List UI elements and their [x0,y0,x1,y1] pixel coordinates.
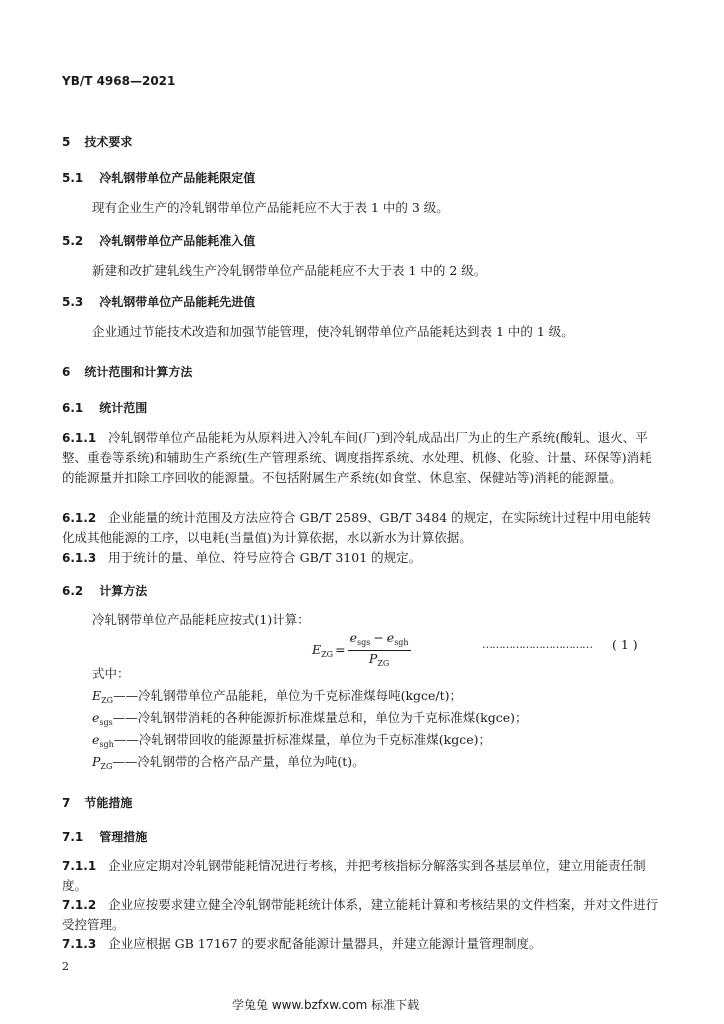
section-title: 管理措施 [99,830,148,844]
formula-num-a: e [349,630,357,645]
formula-fraction [348,630,411,671]
formula-lhs-sub: ZG [321,650,334,659]
formula-den-sub: ZG [377,659,390,668]
section-title: 冷轧钢带单位产品能耗准入值 [99,234,256,248]
formula-equation-number: ( 1 ) [612,637,638,652]
formula-den: P [368,651,378,666]
where-text: 冷轧钢带的合格产品产量，单位为吨(t)。 [137,754,365,769]
clause-6-1-2 [62,508,660,548]
section-title: 节能措施 [84,796,133,810]
clause-number: 7.1.3 [62,937,97,951]
clause-6-1-1 [62,428,660,488]
standard-code: YB/T 4968—2021 [62,74,176,88]
section-title: 冷轧钢带单位产品能耗限定值 [99,171,256,185]
section-5-1-text: 现有企业生产的冷轧钢带单位产品能耗应不大于表 1 中的 3 级。 [92,200,449,215]
section-5-2-heading [62,232,255,249]
section-7-1-heading [62,828,147,845]
formula-num-a-sub: sgs [356,638,371,647]
where-symbol: E [92,688,102,703]
section-number: 5 [62,135,71,149]
where-dash: —— [113,688,139,703]
formula-1 [312,630,411,671]
clause-7-1-3 [62,934,660,954]
section-6-1-heading [62,399,147,416]
section-5-2-text: 新建和改扩建轧线生产冷轧钢带单位产品能耗应不大于表 1 中的 2 级。 [92,263,487,278]
clause-7-1-1 [62,856,660,896]
where-symbol-sub: sgh [99,740,114,749]
section-6-2-heading [62,582,147,599]
formula-dots: …………………………… [482,638,592,651]
clause-6-1-3 [62,548,660,568]
section-title: 统计范围 [99,401,148,415]
clause-7-1-2 [62,895,660,935]
section-title: 冷轧钢带单位产品能耗先进值 [99,295,256,309]
where-symbol-sub: ZG [100,762,113,771]
section-number: 5.2 [62,234,84,248]
section-5-heading [62,133,132,150]
where-symbol-sub: sgs [99,718,113,727]
section-number: 7 [62,796,71,810]
section-7-heading [62,794,132,811]
clause-text: 冷轧钢带单位产品能耗为从原料进入冷轧车间(厂)到冷轧成品出厂为止的生产系统(酸轧、退火、平整、重卷等系统)和辅助生产系统(生产管理系统、调度指挥系统、水处理、机修、化验、计量、环保等)消耗的能源量并扣除工序回收的能源量。不包括附属生产系统(如食堂、休息室、保健站等)消耗的能源量。 [62,430,652,485]
section-5-1-heading [62,169,255,186]
where-text: 冷轧钢带回收的能源量折标准煤量，单位为千克标准煤(kgce)； [138,732,492,747]
clause-text: 企业应定期对冷轧钢带能耗情况进行考核，并把考核指标分解落实到各基层单位，建立用能责任制度。 [62,858,646,893]
formula-num-b: e [386,630,395,645]
section-5-3-heading [62,293,255,310]
where-dash: —— [112,754,138,769]
clause-text: 企业应按要求建立健全冷轧钢带能耗统计体系，建立能耗计算和考核结果的文件档案，并对文件进行受控管理。 [62,897,659,932]
formula-lhs: E [312,642,322,657]
clause-text: 企业应根据 GB 17167 的要求配备能源计量器具，并建立能源计量管理制度。 [108,936,542,951]
where-dash: —— [112,710,138,725]
page-number: 2 [62,960,69,973]
formula-denominator [348,651,411,671]
section-number: 5.1 [62,171,84,185]
where-dash: —— [113,732,139,747]
clause-text: 用于统计的量、单位、符号应符合 GB/T 3101 的规定。 [108,550,422,565]
where-symbol: e [92,710,100,725]
section-number: 5.3 [62,295,84,309]
section-number: 6 [62,365,71,379]
formula-num-b-sub: sgh [394,638,409,647]
section-title: 计算方法 [99,584,148,598]
clause-number: 7.1.1 [62,859,97,873]
where-symbol: P [92,754,101,769]
clause-number: 6.1.2 [62,511,97,525]
clause-number: 6.1.3 [62,551,97,565]
section-title: 统计范围和计算方法 [84,365,193,379]
footer-watermark: 学兔兔 www.bzfxw.com 标准下载 [232,998,420,1012]
clause-text: 企业能量的统计范围及方法应符合 GB/T 2589、GB/T 3484 的规定，在实际统计过程中用电能转化成其他能源的工序，以电耗(当量值)为计算依据，水以新水为计算依据。 [62,510,652,545]
clause-number: 7.1.2 [62,898,97,912]
formula-numerator [348,630,411,651]
where-text: 冷轧钢带消耗的各种能源折标准煤量总和，单位为千克标准煤(kgce)； [137,710,528,725]
where-symbol: e [92,732,100,747]
section-number: 6.1 [62,401,84,415]
where-symbol-sub: ZG [101,696,114,705]
clause-number: 6.1.1 [62,431,97,445]
where-label: 式中： [92,666,130,681]
section-6-2-intro: 冷轧钢带单位产品能耗应按式(1)计算： [92,612,310,627]
where-item-4 [92,752,365,777]
formula-equals: = [335,642,346,657]
formula-minus: − [373,630,384,645]
section-6-heading [62,363,192,380]
where-text: 冷轧钢带单位产品能耗，单位为千克标准煤每吨(kgce/t)； [138,688,463,703]
section-number: 6.2 [62,584,84,598]
section-5-3-text: 企业通过节能技术改造和加强节能管理，使冷轧钢带单位产品能耗达到表 1 中的 1 级。 [92,324,574,339]
section-number: 7.1 [62,830,84,844]
section-title: 技术要求 [84,135,133,149]
